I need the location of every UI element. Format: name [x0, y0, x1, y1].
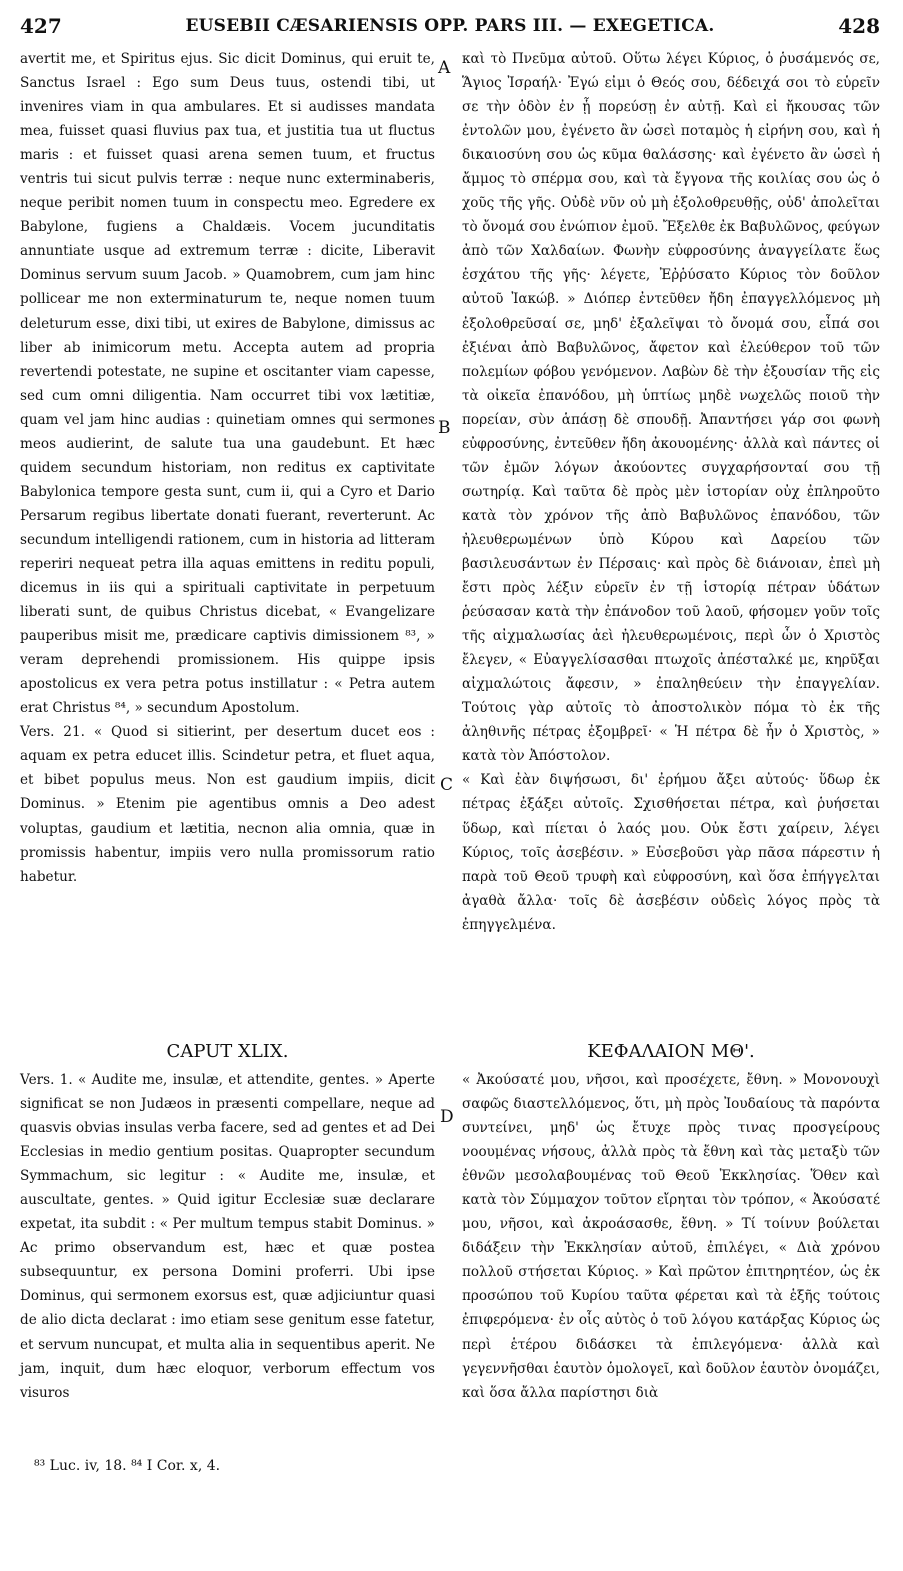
margin-marker-a: A [438, 58, 451, 78]
greek-column [462, 47, 880, 937]
margin-marker-b: B [438, 418, 451, 438]
latin-paragraph: Vers. 1. « Audite me, insulæ, et attendite, gentes. » Aperte significat se non Judæos in præsenti compellare, neque ad quasvis obvias insulas verba facere, sed ad gentes et ad Dei Ecclesias in medio gentium positas. Quapropter secundum Symmachum, sic legitur : « Audite me, insulæ, et auscultate, gentes. » Quid igitur Ecclesiæ suæ declarare expetat, ita subdit : « Per multum tempus stabit Dominus. » Ac primo observandum est, hæc et quæ postea subsequuntur, ex persona Domini proferri. Ubi ipse Dominus, qui sermonem exorsus est, quæ adjiciuntur quasi de alio dicta declarat : imo etiam sese genitum esse fatetur, et servum nuncupat, et multa alia in sequentibus aperit. Ne jam, inquit, dum hæc eloquor, verborum effectum vos visuros [20, 1072, 435, 1401]
footnotes: ⁸³ Luc. iv, 18. ⁸⁴ I Cor. x, 4. [34, 1458, 221, 1474]
left-page-number: 427 [20, 14, 62, 38]
greek-paragraph: καὶ τὸ Πνεῦμα αὐτοῦ. Οὕτω λέγει Κύριος, ὁ ῥυσάμενός σε, Ἅγιος Ἰσραήλ· Ἐγώ εἰμι ὁ Θεός σου, δέδειχά σοι τὸ εὑρεῖν σε τὴν ὁδὸν ἐν ᾗ πορεύσῃ ἐν αὐτῇ. Καὶ εἰ ἤκουσας τῶν ἐντολῶν μου, ἐγένετο ἂν ὡσεὶ ποταμὸς ἡ εἰρήνη σου, καὶ ἡ δικαιοσύνη σου ὡς κῦμα θαλάσσης· καὶ ἐγένετο ἂν ὡσεὶ ἡ ἄμμος τὸ σπέρμα σου, καὶ τὰ ἔγγονα τῆς κοιλίας σου ὡς ὁ χοῦς τῆς γῆς. Οὐδὲ νῦν οὐ μὴ ἐξολοθρευθῇς, οὐδ' ἀπολεῖται τὸ ὄνομά σου ἐνώπιον ἐμοῦ. Ἔξελθε ἐκ Βαβυλῶνος, φεύγων ἀπὸ τῶν Χαλδαίων. Φωνὴν εὐφροσύνης ἀναγγείλατε ἕως ἐσχάτου τῆς γῆς· λέγετε, Ἐῤῥύσατο Κύριος τὸν δοῦλον αὐτοῦ Ἰακώβ. » Διόπερ ἐντεῦθεν ἤδη ἐπαγγελλόμενος μὴ ἐξολοθρεῦσαί σε, μηδ' ἐξαλεῖψαι τὸ ὄνομά σου, εἶπά σοι ἐξιέναι ἀπὸ Βαβυλῶνος, ἄφετον καὶ ἐλεύθερον τοῦ τῶν πολεμίων φόβου γενόμενον. Λαβὼν δὲ τὴν ἐξουσίαν τῆς εἰς τὰ οἰκεῖα ἐπανόδου, μὴ ὑπτίως μηδὲ νωχελῶς ποιοῦ τὴν πορείαν, σὺν ἁπάσῃ δὲ σπουδῇ. Ἀπαντήσει γάρ σοι φωνὴ εὐφροσύνης, ἐντεῦθεν ἤδη ἀκουομένης· ἀλλὰ καὶ πάντες οἱ τῶν ἐμῶν λόγων ἀκούοντες συγχαρήσονταί σου τῇ σωτηρίᾳ. Καὶ ταῦτα δὲ πρὸς μὲν ἱστορίαν οὐχ ἐπληροῦτο κατὰ τὸν χρόνον τῆς ἀπὸ Βαβυλῶνος ἐπανόδου, τῶν ἠλευθερωμένων ὑπὸ Κύρου καὶ Δαρείου τῶν βασιλευσάντων ἐν Πέρσαις· καὶ πρὸς δὲ διάνοιαν, ἐπεὶ μὴ ἔστι πρὸς λέξιν εὑρεῖν ἐν τῇ ἱστορίᾳ πέτραν ὑδάτων ῥεύσασαν κατὰ τὴν ἐπάνοδον τοῦ λαοῦ, φήσομεν γοῦν τοῖς τῆς αἰχμαλωσίας ἀεὶ ἠλευθερωμένοις, περὶ ὧν ὁ Χριστὸς ἔλεγεν, « Εὐαγγελίσασθαι πτωχοῖς ἀπέσταλκέ με, κηρῦξαι αἰχμαλώτοις ἄφεσιν, » ἐπαληθεύειν τὴν ἐπαγγελίαν. Τούτοις γὰρ αὐτοῖς τὸ ἀποστολικὸν πόμα τὸ ἐκ τῆς ἀληθινῆς πέτρας ἐξομβρεῖ· « Ἡ πέτρα δὲ ἦν ὁ Χριστὸς, » κατὰ τὸν Ἀπόστολον. [462, 51, 880, 765]
latin-column [20, 47, 435, 889]
margin-marker-c: C [440, 775, 454, 795]
latin-chapter-heading: CAPUT XLIX. [166, 1041, 289, 1062]
right-page-number: 428 [838, 14, 880, 38]
running-title: EUSEBII CÆSARIENSIS OPP. PARS III. — EXEGETICA. [185, 16, 715, 36]
latin-chapter-body [20, 1068, 435, 1405]
greek-chapter-heading: ΚΕΦΑΛΑΙΟΝ ΜΘ'. [587, 1041, 755, 1062]
greek-chapter-body [462, 1068, 880, 1405]
latin-paragraph: avertit me, et Spiritus ejus. Sic dicit Dominus, qui eruit te, Sanctus Israel : Ego sum Deus tuus, ostendi tibi, ut invenires viam in qua ambulares. Et si audisses mandata mea, fuisset quasi fluvius pax tua, et justitia tua ut fluctus maris : et fuisset quasi arena semen tuum, et fructus ventris tui sicut pulvis terræ : neque nunc exterminaberis, neque peribit nomen tuum in conspectu meo. Egredere ex Babylone, fugiens a Chaldæis. Vocem jucunditatis annuntiate usque ad extremum terræ : dicite, Liberavit Dominus servum suum Jacob. » Quamobrem, cum jam hinc pollicear me non exterminaturum te, neque nomen tuum deleturum esse, dixi tibi, ut exires de Babylone, dimissus ac liber ab inimicorum metu. Accepta autem ad propria revertendi potestate, ne supine et oscitanter viam capesse, sed cum omni diligentia. Nam occurret tibi vox lætitiæ, quam vel jam hinc audias : quinetiam omnes qui sermones meos audierint, de salute tua una gaudebunt. Et hæc quidem secundum historiam, non reditus ex captivitate Babylonica tempore gesta sunt, cum ii, qui a Cyro et Dario Persarum regibus libertate donati fuerant, reverterunt. Ac secundum intelligendi rationem, cum in historia ad litteram reperiri nequeat petra illa aquas emittens in reditu populi, dicemus in iis qui a spirituali captivitate in perpetuum liberati sunt, de quibus Christus dicebat, « Evangelizare pauperibus misit me, prædicare captivis dimissionem ⁸³, » veram deprehendi promissionem. His quippe ipsis apostolicus ex vera petra potus instillatur : « Petra autem erat Christus ⁸⁴, » secundum Apostolum. [20, 51, 435, 717]
greek-paragraph: « Ἀκούσατέ μου, νῆσοι, καὶ προσέχετε, ἔθνη. » Μονονουχὶ σαφῶς διαστελλόμενος, ὅτι, μὴ πρὸς Ἰουδαίους τὰ παρόντα συντείνει, μηδ' ὡς ἔτυχε πρὸς τινας προσγείρους νοουμένας νήσους, ἀλλὰ πρὸς τὰ ἔθνη καὶ τὰς μεταξὺ τῶν ἐθνῶν μεσολαβουμένας τοῦ Θεοῦ Ἐκκλησίας. Ὅθεν καὶ κατὰ τὸν Σύμμαχον τοῦτον εἴρηται τὸν τρόπον, « Ἀκούσατέ μου, νῆσοι, καὶ ἀκροάσασθε, ἔθνη. » Τί τοίνυν βούλεται διδάξειν τὴν Ἐκκλησίαν αὐτοῦ, ἐπιλέγει, « Διὰ χρόνου πολλοῦ στήσεται Κύριος. » Καὶ πρῶτον ἐπιτηρητέον, ὡς ἐκ προσώπου τοῦ Κυρίου ταῦτα φέρεται καὶ τὰ ἑξῆς τούτοις ἐπιφερόμενα· ἐν οἷς αὐτὸς ὁ τοῦ λόγου κατάρξας Κύριος ὡς περὶ ἑτέρου διδάσκει τὰ ἐπιλεγόμενα· ἀλλὰ καὶ γεγεννῆσθαι ἑαυτὸν ὁμολογεῖ, καὶ δοῦλον ἑαυτὸν ὀνομάζει, καὶ ὅσα ἄλλα παρίστησι διὰ [462, 1072, 880, 1401]
running-head [20, 14, 880, 40]
margin-marker-d: D [440, 1107, 454, 1127]
greek-paragraph: « Καὶ ἐὰν διψήσωσι, δι' ἐρήμου ἄξει αὐτούς· ὕδωρ ἐκ πέτρας ἐξάξει αὐτοῖς. Σχισθήσεται πέτρα, καὶ ῥυήσεται ὕδωρ, καὶ πίεται ὁ λαός μου. Οὐκ ἔστι χαίρειν, λέγει Κύριος, τοῖς ἀσεβέσιν. » Εὐσεβοῦσι γὰρ πᾶσα πάρεστιν ἡ παρὰ τοῦ Θεοῦ τρυφὴ καὶ εὐφροσύνη, καὶ ὅσα ἐπήγγελται ἀγαθὰ ἄλλα· τοῖς δὲ ἀσεβέσιν οὐδεὶς λόγος πρὸς τὰ ἐπηγγελμένα. [462, 772, 880, 933]
latin-paragraph: Vers. 21. « Quod si sitierint, per desertum ducet eos : aquam ex petra educet illis. Scindetur petra, et fluet aqua, et bibet populus meus. Non est gaudium impiis, dicit Dominus. » Etenim pie agentibus omnis a Deo adest voluptas, gaudium et lætitia, necnon alia omnia, quæ in promissis habentur, impiis vero nulla promissorum ratio habetur. [20, 724, 435, 885]
